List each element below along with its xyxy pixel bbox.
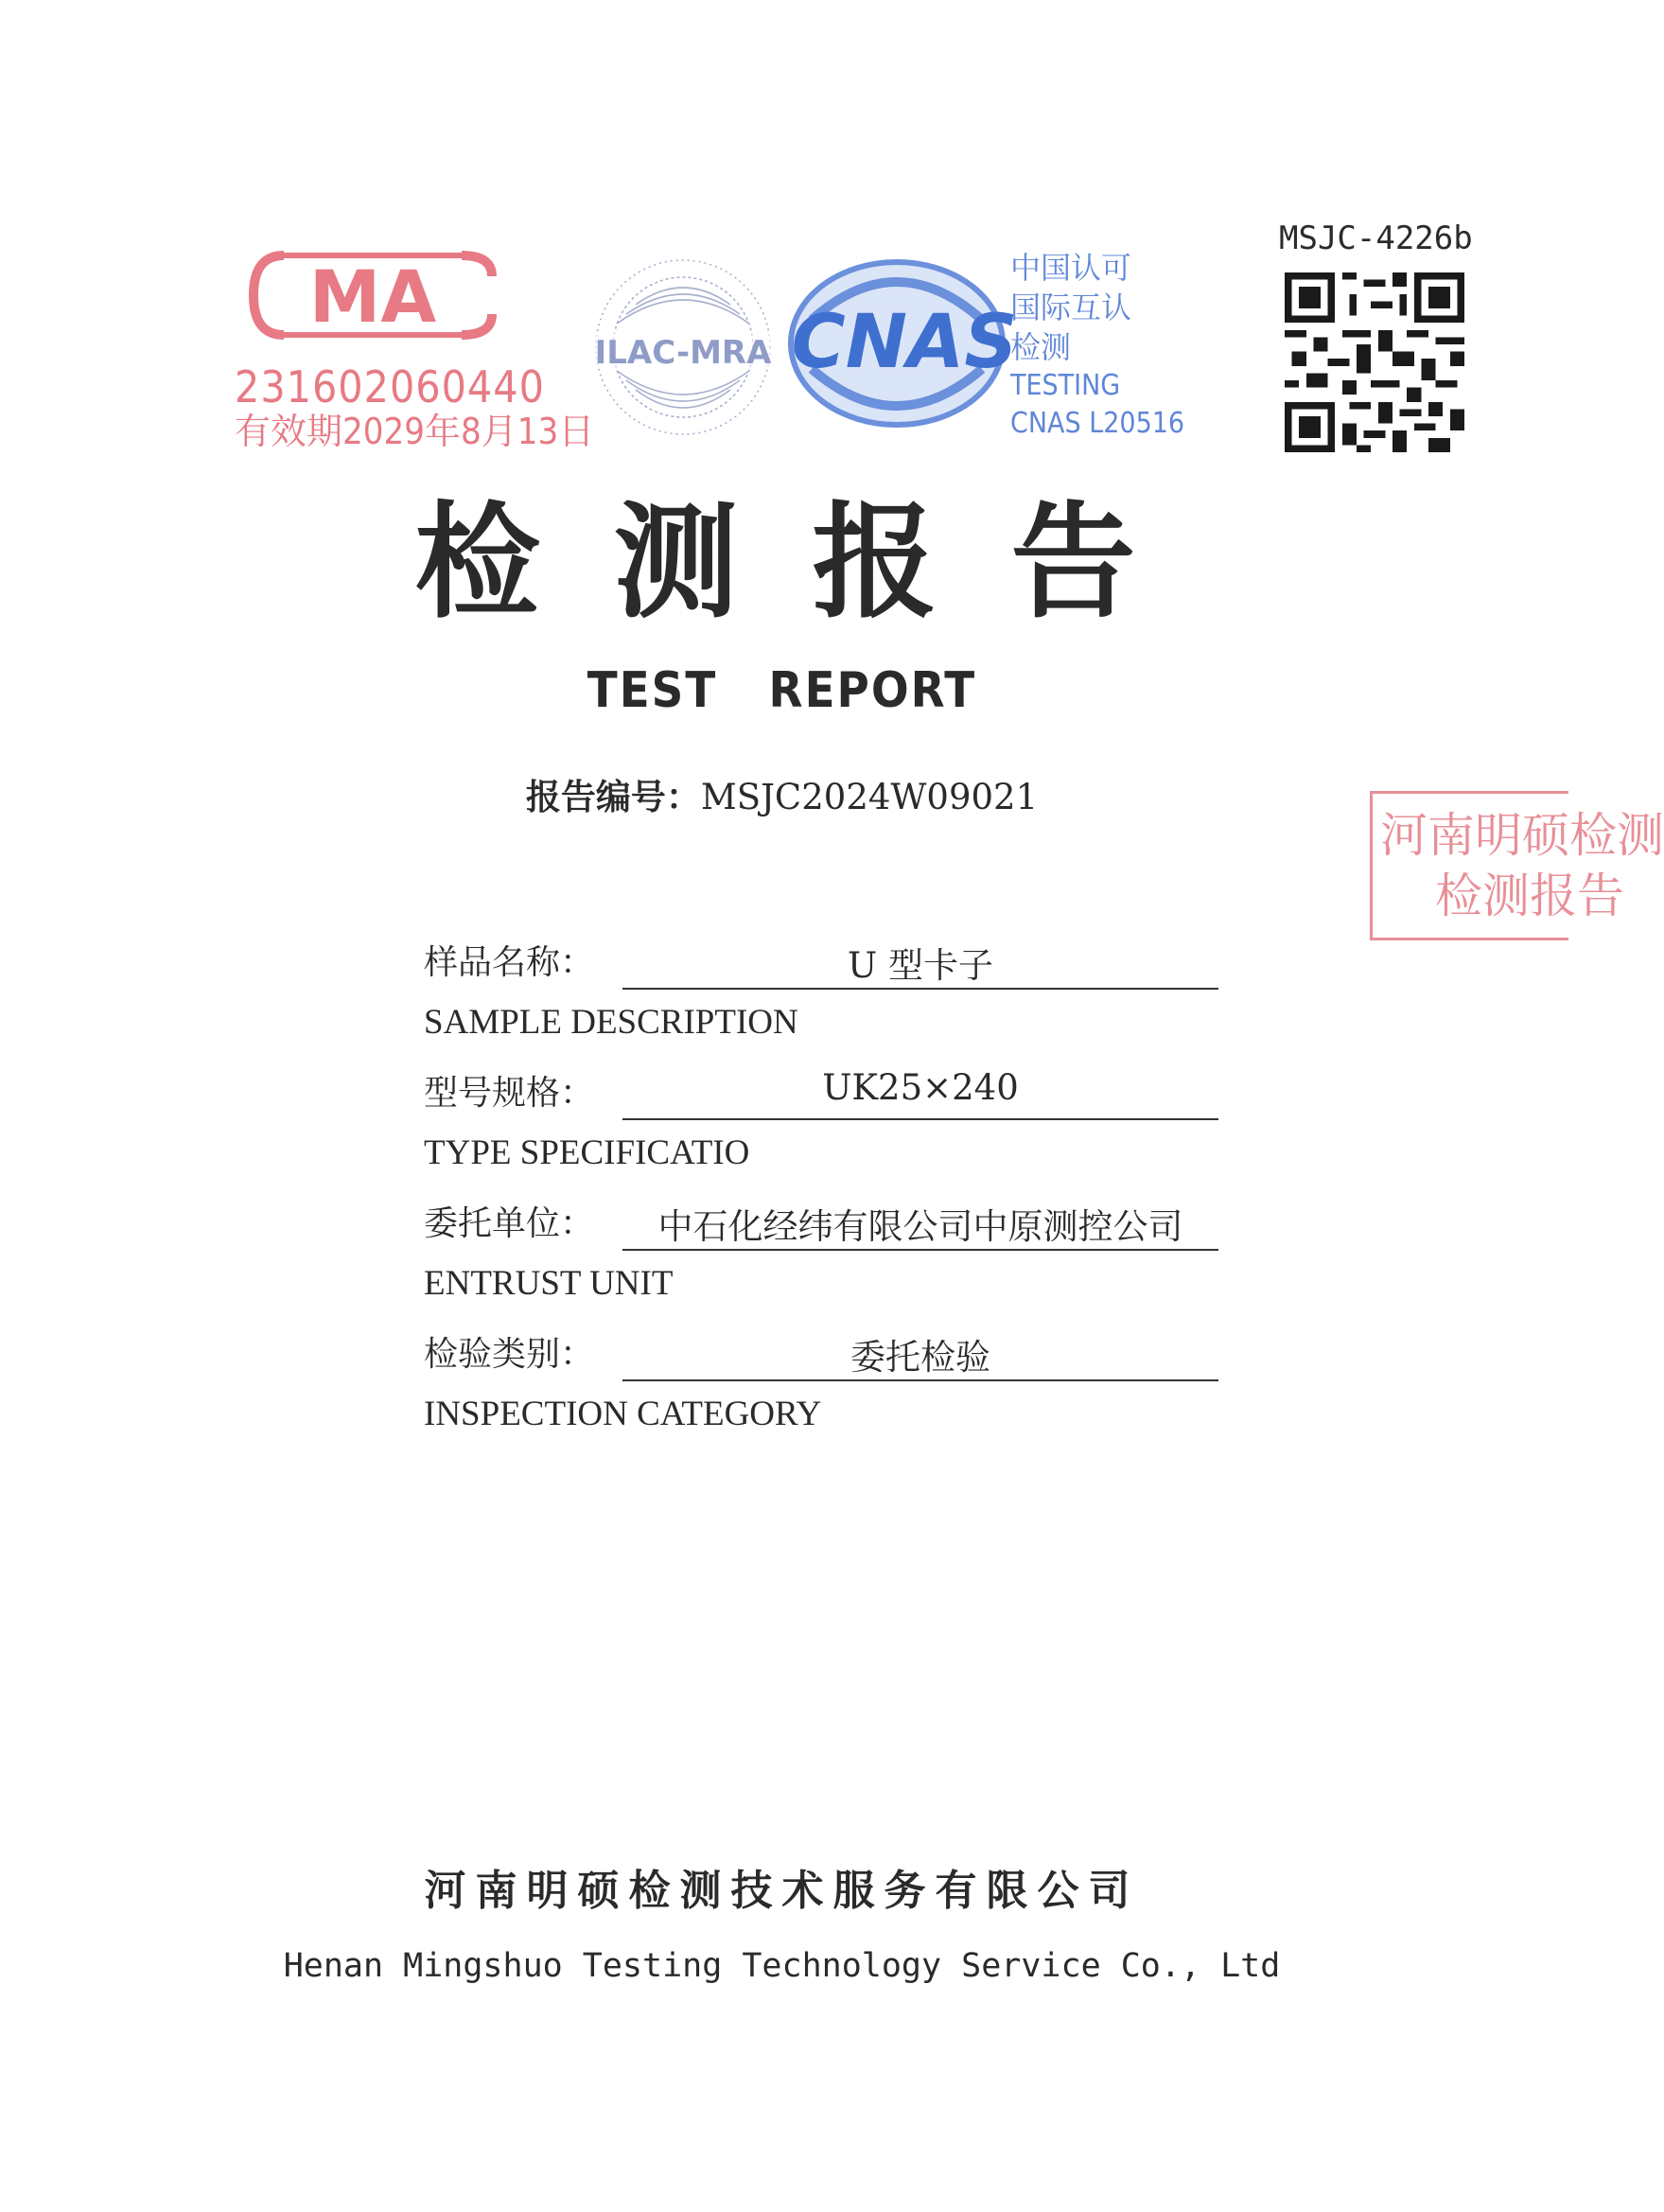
cnas-caption-line-1: 中国认可 — [1010, 250, 1132, 286]
seal-line-2: 检测报告 — [1435, 869, 1624, 923]
cma-mark — [235, 238, 595, 465]
field-value-line — [622, 931, 1218, 990]
company-name-en: Henan Mingshuo Testing Technology Service Co., Ltd — [283, 1947, 1281, 1985]
cnas-caption-line-3: 检测 — [1010, 329, 1072, 365]
field-label-en: TYPE SPECIFICATIO — [424, 1133, 750, 1172]
field-row-sample — [424, 925, 1218, 990]
field-row-entrust — [424, 1186, 1218, 1251]
qr-code-icon — [1285, 272, 1464, 452]
cma-valid-until: 有效期2029年8月13日 — [235, 411, 595, 452]
sample-info-form — [424, 925, 1218, 1448]
cma-number: 231602060440 — [235, 361, 545, 413]
company-seal-stamp — [1370, 791, 1664, 940]
cnas-logo-text: CNAS — [791, 300, 1018, 385]
field-value: 中石化经纬有限公司中原测控公司 — [657, 1206, 1183, 1247]
field-label-en: INSPECTION CATEGORY — [424, 1395, 822, 1433]
field-label-zh: 样品名称： — [424, 943, 595, 982]
cma-logo-text: MA — [308, 255, 437, 339]
field-value: U 型卡子 — [848, 945, 993, 986]
report-number-label: 报告编号： — [525, 777, 701, 817]
company-name-zh: 河南明硕检测技术服务有限公司 — [424, 1867, 1140, 1915]
report-number — [0, 768, 1564, 819]
cnas-caption — [1010, 248, 1185, 443]
cnas-registration-number: CNAS L20516 — [1010, 407, 1185, 440]
cnas-logo-icon — [783, 254, 1020, 433]
report-title-en: TEST REPORT — [587, 662, 977, 719]
report-number-value: MSJC2024W09021 — [700, 777, 1039, 817]
ilac-mra-logo-icon — [588, 248, 778, 447]
report-title-zh: 检测报告 — [414, 489, 1210, 636]
field-label-en: SAMPLE DESCRIPTION — [424, 1003, 798, 1042]
cma-logo-icon — [246, 238, 499, 352]
field-value-line — [622, 1062, 1218, 1120]
field-row-type — [424, 1056, 1218, 1120]
seal-line-1: 河南明硕检测 — [1380, 808, 1664, 863]
document-code: MSJC-4226b — [1279, 219, 1473, 257]
cnas-caption-line-2: 国际互认 — [1010, 290, 1132, 325]
ilac-mra-text: ILAC-MRA — [594, 334, 772, 372]
field-value: UK25×240 — [822, 1067, 1019, 1108]
field-label-zh: 检验类别： — [424, 1335, 595, 1374]
field-value-line — [622, 1323, 1218, 1381]
field-value-line — [622, 1192, 1218, 1251]
field-label-en: ENTRUST UNIT — [424, 1264, 674, 1303]
cnas-caption-testing: TESTING — [1010, 369, 1121, 402]
field-label-zh: 委托单位： — [424, 1204, 595, 1243]
field-value: 委托检验 — [850, 1337, 990, 1378]
field-row-category — [424, 1317, 1218, 1381]
field-label-zh: 型号规格： — [424, 1074, 595, 1113]
